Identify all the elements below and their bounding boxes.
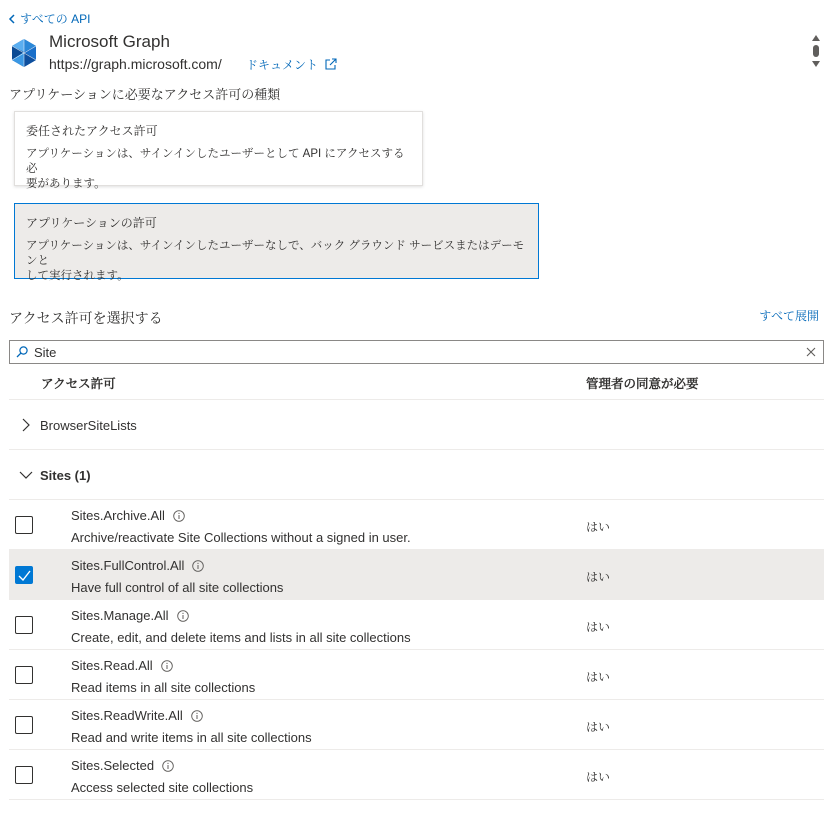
delegated-card-desc-line1: アプリケーションは、サインインしたユーザーとして API にアクセスする必 [26,148,405,175]
permission-checkbox[interactable] [15,616,33,634]
permission-description: Archive/reactivate Site Collections without a signed in user. [71,530,411,545]
admin-consent-value: はい [586,770,611,784]
admin-consent-value: はい [586,670,611,684]
info-icon[interactable] [177,610,189,622]
permission-row[interactable] [9,700,824,750]
application-card-desc-line1: アプリケーションは、サインインしたユーザーなしで、バック グラウンド サービスまたはデーモンと [26,240,525,267]
delegated-card-desc-line2: 要があります。 [26,178,106,190]
documentation-link[interactable] [246,56,337,73]
search-input[interactable] [34,345,794,360]
checkmark-icon [18,570,31,581]
back-link-label: すべての API [20,12,91,26]
external-link-icon [324,58,337,71]
application-card-title: アプリケーションの許可 [26,216,157,230]
expand-all-link[interactable]: すべて展開 [759,309,819,323]
application-card-desc-line2: して実行されます。 [26,270,129,282]
permission-row-selected[interactable] [9,550,824,600]
permission-name: Sites.Read.All [71,658,153,673]
info-icon[interactable] [173,510,185,522]
permission-checkbox[interactable] [15,766,33,784]
api-title: Microsoft Graph [49,32,170,51]
microsoft-graph-logo-icon [9,38,39,68]
application-permissions-card[interactable] [14,203,539,282]
permission-row[interactable] [9,600,824,650]
permission-checkbox[interactable] [15,716,33,734]
permission-row[interactable] [9,650,824,700]
group-label: BrowserSiteLists [40,418,137,433]
admin-consent-value: はい [586,570,611,584]
select-permissions-heading: アクセス許可を選択する [9,310,163,326]
info-icon[interactable] [191,710,203,722]
admin-consent-value: はい [586,720,611,734]
permission-description: Access selected site collections [71,780,254,795]
api-url: https://graph.microsoft.com/ [49,56,222,72]
group-row-sites[interactable] [9,450,824,500]
permission-description: Read items in all site collections [71,680,256,695]
back-to-all-apis-link[interactable] [8,10,90,27]
info-icon[interactable] [161,660,173,672]
permission-checkbox[interactable] [15,666,33,684]
delegated-card-title: 委任されたアクセス許可 [26,124,158,138]
scroll-up-icon[interactable] [810,33,822,43]
info-icon[interactable] [162,760,174,772]
permission-name: Sites.ReadWrite.All [71,708,183,723]
scroll-arrows[interactable] [810,33,822,71]
permission-name: Sites.Archive.All [71,508,165,523]
scroll-down-icon[interactable] [810,59,822,69]
group-label: Sites (1) [40,468,91,483]
permission-description: Read and write items in all site collections [71,730,312,745]
delegated-permissions-card[interactable] [14,111,423,190]
clear-search-icon[interactable] [806,347,816,357]
permission-description: Create, edit, and delete items and lists in all site collections [71,630,411,645]
search-icon [16,346,28,358]
permission-checkbox-checked[interactable] [15,566,33,584]
permissions-table-header [9,368,824,400]
chevron-right-icon [19,418,33,432]
permission-row[interactable] [9,500,824,550]
group-row-browsersitelists[interactable] [9,400,824,450]
permission-description: Have full control of all site collections [71,580,284,595]
documentation-link-label: ドキュメント [246,58,319,72]
permission-checkbox[interactable] [15,516,33,534]
scroll-thumb-icon[interactable] [810,43,822,59]
permission-type-heading: アプリケーションに必要なアクセス許可の種類 [9,87,281,102]
column-header-admin-consent: 管理者の同意が必要 [586,377,699,391]
info-icon[interactable] [192,560,204,572]
permission-search-box[interactable] [9,340,824,364]
permission-name: Sites.FullControl.All [71,558,185,573]
admin-consent-value: はい [586,620,611,634]
permission-row[interactable] [9,750,824,800]
permission-name: Sites.Selected [71,758,155,773]
admin-consent-value: はい [586,520,611,534]
column-header-permission: アクセス許可 [41,377,116,391]
chevron-left-icon [8,14,16,24]
api-header [9,32,809,76]
permission-name: Sites.Manage.All [71,608,169,623]
chevron-down-icon [19,468,33,482]
